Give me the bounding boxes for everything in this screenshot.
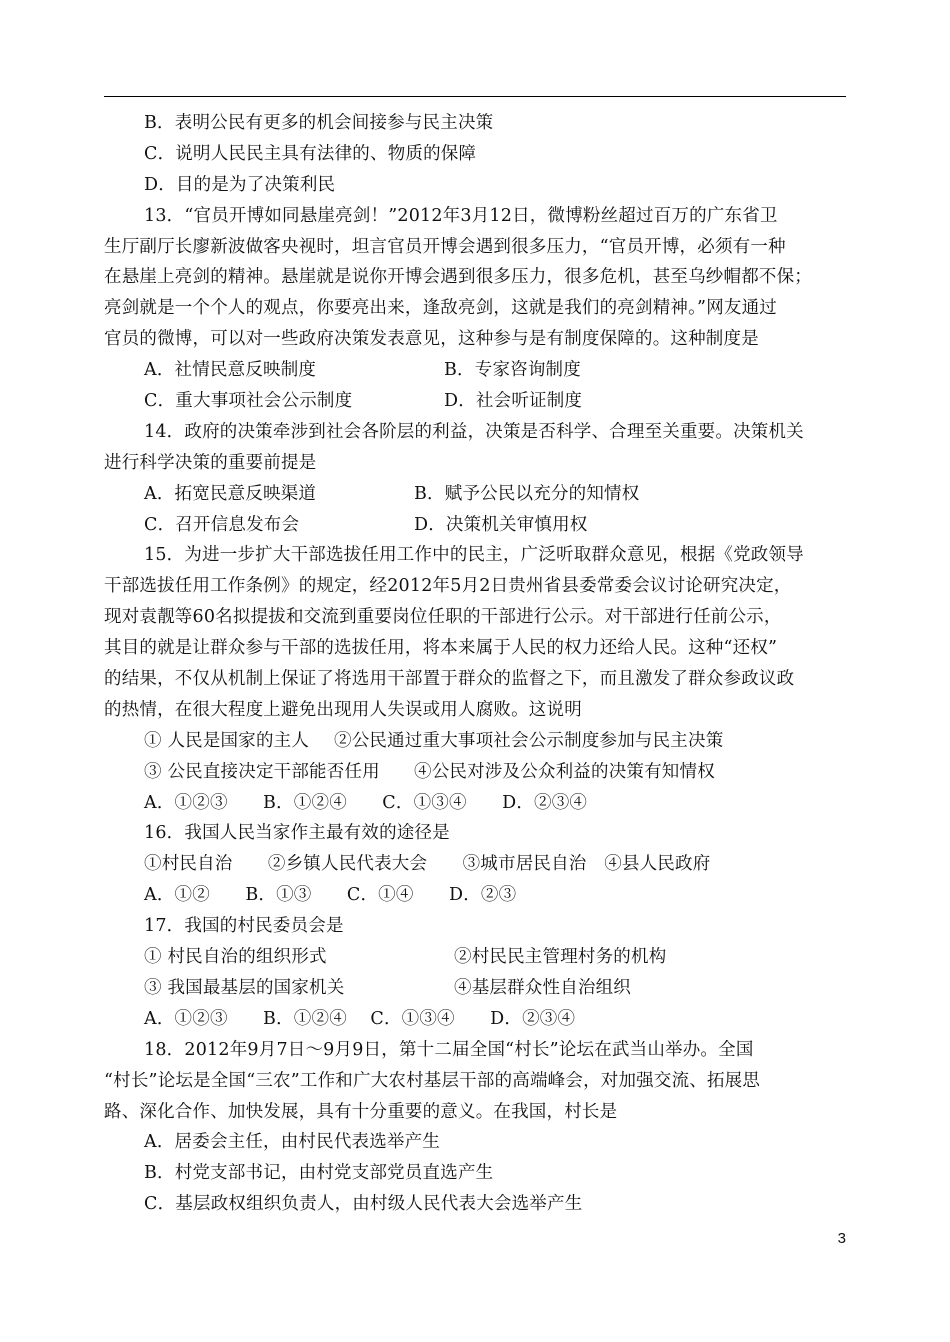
q13-option-d: D．社会听证制度 [444,391,583,412]
q15-stem-line: 的结果，不仅从机制上保证了将选用干部置于群众的监督之下，而且激发了群众参政议政 [104,669,795,690]
q16-stem: 16．我国人民当家作主最有效的途径是 [144,823,450,844]
q13-stem-line: 官员的微博，可以对一些政府决策发表意见，这种参与是有制度保障的。这种制度是 [104,329,759,350]
q17-choices: A．①②③ B．①②④ C．①③④ D．②③④ [144,1008,576,1029]
q17-item-2: ②村民民主管理村务的机构 [454,947,667,968]
q15-stem-line: 15．为进一步扩大干部选拔任用工作中的民主，广泛听取群众意见，根据《党政领导 [144,545,804,566]
q17-item-1: ① 村民自治的组织形式 [144,947,327,968]
q15-stem-line: 的热情，在很大程度上避免出现用人失误或用人腐败。这说明 [104,699,582,720]
q16-choices: A．①② B．①③ C．①④ D．②③ [144,885,517,906]
q15-stem-line: 其目的就是让群众参与干部的选拔任用，将本来属于人民的权力还给人民。这种“还权” [104,638,778,659]
document-body [104,108,846,1220]
q13-stem-line: 生厅副厅长廖新波做客央视时，坦言官员开博会遇到很多压力，“官员开博，必须有一种 [104,236,786,257]
q13-option-c: C．重大事项社会公示制度 [144,391,353,412]
q16-items: ①村民自治 ②乡镇人民代表大会 ③城市居民自治 ④县人民政府 [144,854,711,875]
q14-option-b: B．赋予公民以充分的知情权 [414,483,640,504]
q15-choices: A．①②③ B．①②④ C．①③④ D．②③④ [144,792,588,813]
q13-options-row [104,355,846,386]
q15-stem-line: 干部选拔任用工作条例》的规定，经2012年5月2日贵州省县委常委会议讨论研究决定， [104,576,792,597]
q13-option-a: A．社情民意反映制度 [144,360,317,381]
q14-options-row [104,510,846,541]
q14-option-c: C．召开信息发布会 [144,514,300,535]
q14-stem-line: 14．政府的决策牵涉到社会各阶层的利益，决策是否科学、合理至关重要。决策机关 [144,421,804,442]
q15-item-1: ① 人民是国家的主人 [144,730,310,751]
q15-item-2: ②公民通过重大事项社会公示制度参加与民主决策 [334,730,724,751]
q17-item-3: ③ 我国最基层的国家机关 [144,977,345,998]
q17-stem: 17．我国的村民委员会是 [144,916,344,937]
q14-options-row [104,479,846,510]
q15-stem-line: 现对袁靓等60名拟提拔和交流到重要岗位任职的干部进行公示。对干部进行任前公示， [104,607,782,628]
header-rule [104,96,846,97]
q17-item-4: ④基层群众性自治组织 [454,977,631,998]
q17-items-row [104,942,846,973]
q15-items-row [104,726,846,757]
q14-stem-line: 进行科学决策的重要前提是 [104,452,317,473]
q18-option-b: B．村党支部书记，由村党支部党员直选产生 [144,1163,494,1184]
q12-option-c: C．说明人民民主具有法律的、物质的保障 [144,143,477,164]
page-number: 3 [837,1230,846,1247]
q15-item-3: ③ 公民直接决定干部能否任用 [144,761,380,782]
q13-stem-line: 亮剑就是一个个人的观点，你要亮出来，逢敌亮剑，这就是我们的亮剑精神。”网友通过 [104,298,777,319]
q12-option-d: D．目的是为了决策利民 [144,174,336,195]
q17-items-row [104,973,846,1004]
q13-options-row [104,386,846,417]
q18-option-a: A．居委会主任，由村民代表选举产生 [144,1132,441,1153]
q18-option-c: C．基层政权组织负责人，由村级人民代表大会选举产生 [144,1194,583,1215]
q18-stem-line: “村长”论坛是全国“三农”工作和广大农村基层干部的高端峰会，对加强交流、拓展思 [104,1070,761,1091]
q15-item-4: ④公民对涉及公众利益的决策有知情权 [414,761,715,782]
q13-stem-line: 在悬崖上亮剑的精神。悬崖就是说你开博会遇到很多压力，很多危机，甚至乌纱帽都不保； [104,267,812,288]
q15-items-row [104,757,846,788]
q12-option-b: B．表明公民有更多的机会间接参与民主决策 [144,113,494,133]
q13-option-b: B．专家咨询制度 [444,360,581,381]
q14-option-a: A．拓宽民意反映渠道 [144,483,317,504]
q18-stem-line: 18．2012年9月7日～9月9日，第十二届全国“村长”论坛在武当山举办。全国 [144,1039,754,1060]
q13-stem-line: 13．“官员开博如同悬崖亮剑！”2012年3月12日，微博粉丝超过百万的广东省卫 [144,205,778,226]
q18-stem-line: 路、深化合作、加快发展，具有十分重要的意义。在我国，村长是 [104,1101,618,1122]
q14-option-d: D．决策机关审慎用权 [414,514,588,535]
